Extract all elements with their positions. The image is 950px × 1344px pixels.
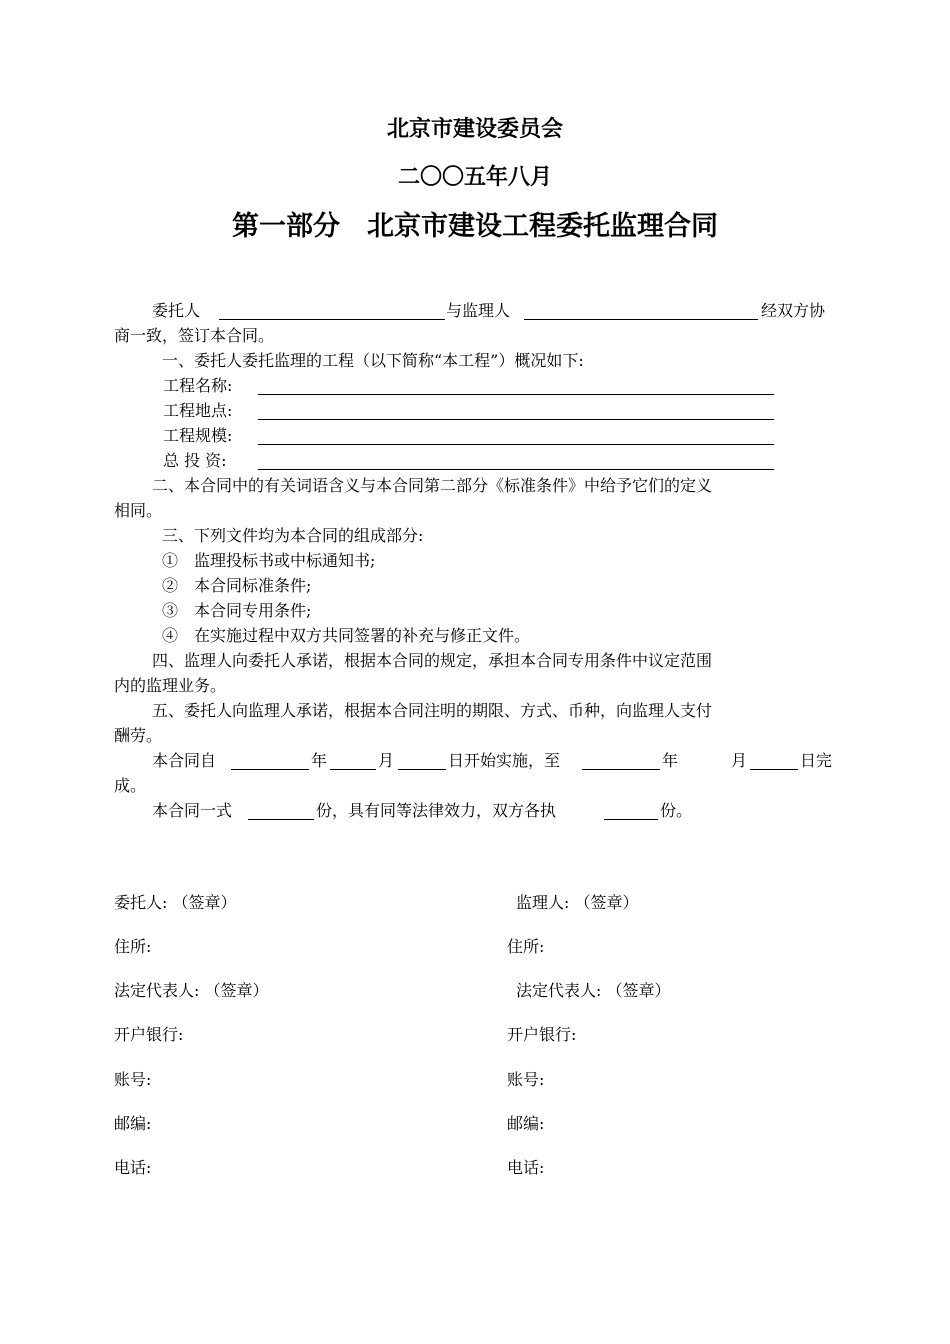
clause5-line2: 酬劳。 bbox=[114, 726, 163, 745]
term-line2: 成。 bbox=[114, 776, 147, 795]
issuer: 北京市建设委员会 bbox=[386, 116, 563, 142]
client-legal-rep: 法定代表人: （签章） bbox=[114, 981, 269, 1000]
copies-suffix: 份。 bbox=[660, 801, 693, 820]
field-project-scale: 工程规模: bbox=[163, 426, 233, 445]
project-location-blank bbox=[258, 419, 774, 420]
end-year-blank bbox=[582, 769, 660, 770]
clause3-text: 三、下列文件均为本合同的组成部分: bbox=[162, 526, 424, 545]
preamble-tail: 经双方协 bbox=[761, 301, 826, 320]
issue-date: 二〇〇五年八月 bbox=[397, 164, 552, 190]
copies-prefix: 本合同一式 bbox=[152, 801, 233, 820]
document-item: ② 本合同标准条件; bbox=[162, 576, 312, 595]
clause4-line1: 四、监理人向委托人承诺，根据本合同的规定，承担本合同专用条件中议定范围 bbox=[152, 651, 713, 670]
start-month-blank bbox=[330, 769, 376, 770]
document-item: ③ 本合同专用条件; bbox=[162, 601, 312, 620]
supervisor-phone: 电话: bbox=[507, 1158, 545, 1177]
term-month: 月 bbox=[378, 751, 395, 770]
term-year2: 年 bbox=[662, 751, 679, 770]
preamble-line2: 商一致，签订本合同。 bbox=[114, 326, 275, 345]
field-total-investment: 总 投 资: bbox=[163, 451, 227, 470]
supervisor-bank: 开户银行: bbox=[507, 1025, 577, 1044]
page-title: 第一部分 北京市建设工程委托监理合同 bbox=[232, 211, 718, 242]
supervisor-address: 住所: bbox=[507, 937, 545, 956]
term-start: 日开始实施，至 bbox=[448, 751, 561, 770]
field-project-name: 工程名称: bbox=[163, 376, 233, 395]
client-postcode: 邮编: bbox=[114, 1114, 152, 1133]
supervisor-postcode: 邮编: bbox=[507, 1114, 545, 1133]
start-year-blank bbox=[231, 769, 309, 770]
total-investment-blank bbox=[258, 469, 774, 470]
client-account: 账号: bbox=[114, 1070, 152, 1089]
client-bank: 开户银行: bbox=[114, 1025, 184, 1044]
term-end: 日完 bbox=[800, 751, 833, 770]
end-day-blank bbox=[750, 769, 798, 770]
supervisor-signature: 监理人: （签章） bbox=[516, 893, 639, 912]
client-label: 委托人 bbox=[152, 301, 201, 320]
copies-each-blank bbox=[604, 819, 658, 820]
term-year: 年 bbox=[311, 751, 328, 770]
document-item: ④ 在实施过程中双方共同签署的补充与修正文件。 bbox=[162, 626, 531, 645]
client-signature: 委托人: （签章） bbox=[114, 893, 237, 912]
project-name-blank bbox=[258, 394, 774, 395]
clause4-line2: 内的监理业务。 bbox=[114, 676, 227, 695]
clause1-text: 一、委托人委托监理的工程（以下简称“本工程”）概况如下: bbox=[162, 351, 584, 370]
field-project-location: 工程地点: bbox=[163, 401, 233, 420]
copies-middle: 份，具有同等法律效力，双方各执 bbox=[316, 801, 557, 820]
clause2-line1: 二、本合同中的有关词语含义与本合同第二部分《标准条件》中给予它们的定义 bbox=[152, 476, 713, 495]
term-month2: 月 bbox=[731, 751, 748, 770]
supervisor-blank bbox=[524, 319, 758, 320]
document-item: ① 监理投标书或中标通知书; bbox=[162, 551, 376, 570]
project-scale-blank bbox=[258, 444, 774, 445]
supervisor-legal-rep: 法定代表人: （签章） bbox=[516, 981, 671, 1000]
client-phone: 电话: bbox=[114, 1158, 152, 1177]
client-blank bbox=[219, 319, 445, 320]
start-day-blank bbox=[398, 769, 446, 770]
clause2-line2: 相同。 bbox=[114, 501, 163, 520]
client-address: 住所: bbox=[114, 937, 152, 956]
clause5-line1: 五、委托人向监理人承诺，根据本合同注明的期限、方式、币种，向监理人支付 bbox=[152, 701, 713, 720]
term-prefix: 本合同自 bbox=[152, 751, 217, 770]
copies-total-blank bbox=[248, 819, 314, 820]
supervisor-label: 与监理人 bbox=[446, 301, 511, 320]
supervisor-account: 账号: bbox=[507, 1070, 545, 1089]
